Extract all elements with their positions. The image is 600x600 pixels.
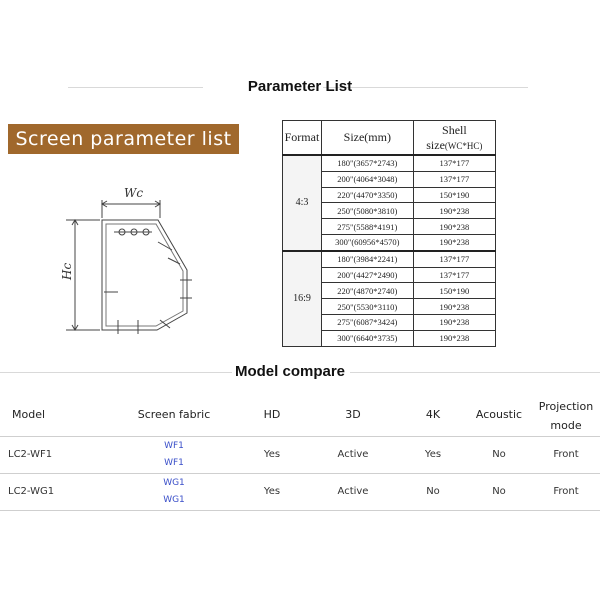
- shell-cell: 190*238: [413, 314, 495, 330]
- shell-size-unit: (WC*HC): [444, 140, 483, 151]
- shell-cell: 137*177: [413, 155, 495, 171]
- 4k-header: 4K: [425, 408, 441, 421]
- size-cell: 200"(4064*3048): [321, 171, 413, 187]
- format-cell: 16:9: [283, 251, 322, 346]
- table-divider: [0, 510, 600, 511]
- parameter-table-body: [283, 155, 496, 346]
- shell-size-label: Shell size: [426, 122, 467, 152]
- size-cell: 180"(3984*2241): [321, 251, 413, 267]
- parameter-list-title: Parameter List: [247, 78, 353, 95]
- size-cell: 180"(3657*2743): [321, 155, 413, 171]
- 3d-cell: Active: [337, 449, 369, 460]
- size-cell: 220"(4870*2740): [321, 283, 413, 299]
- table-row: [283, 251, 496, 267]
- size-cell: 200"(4427*2490): [321, 267, 413, 283]
- fabric-cell: WG1: [163, 478, 185, 488]
- hd-cell: Yes: [263, 486, 281, 497]
- projection-cell: Front: [553, 449, 579, 460]
- size-cell: 275"(5588*4191): [321, 219, 413, 235]
- acoustic-header: Acoustic: [475, 408, 523, 421]
- shell-cell: 190*238: [413, 203, 495, 219]
- 4k-cell: No: [426, 486, 440, 497]
- size-cell: 300"(60956*4570): [321, 234, 413, 250]
- shell-cell: 190*238: [413, 219, 495, 235]
- shell-cell: 137*177: [413, 251, 495, 267]
- shell-cell: 190*238: [413, 299, 495, 315]
- model-compare-title: Model compare: [234, 363, 346, 380]
- size-header: Size(mm): [321, 121, 413, 156]
- shell-cell: 137*177: [413, 267, 495, 283]
- fabric-cell: WF1: [164, 441, 184, 451]
- size-cell: 250"(5530*3110): [321, 299, 413, 315]
- 3d-cell: Active: [337, 486, 369, 497]
- 4k-cell: Yes: [424, 449, 442, 460]
- model-cell: LC2-WF1: [8, 449, 53, 460]
- hc-label: Hc: [60, 262, 74, 280]
- model-cell: LC2-WG1: [8, 486, 55, 497]
- format-cell: 4:3: [283, 155, 322, 251]
- shell-cell: 190*238: [413, 330, 495, 346]
- table-divider: [0, 473, 600, 474]
- wc-label: Wc: [124, 186, 144, 200]
- size-cell: 220"(4470*3350): [321, 187, 413, 203]
- table-row: [283, 155, 496, 171]
- shell-size-header: [413, 121, 495, 156]
- shell-cell: 150*190: [413, 187, 495, 203]
- shell-cell: 137*177: [413, 171, 495, 187]
- table-divider: [0, 436, 600, 437]
- shell-cell: 190*238: [413, 234, 495, 250]
- size-cell: 275"(6087*3424): [321, 314, 413, 330]
- projection-header-line2: mode: [550, 419, 582, 432]
- acoustic-cell: No: [492, 449, 506, 460]
- projection-cell: Front: [553, 486, 579, 497]
- size-cell: 250"(5080*3810): [321, 203, 413, 219]
- parameter-table: [282, 120, 496, 347]
- acoustic-cell: No: [492, 486, 506, 497]
- shell-cell: 150*190: [413, 283, 495, 299]
- projection-header-line1: Projection: [538, 400, 594, 413]
- fabric-cell: WG1: [163, 495, 185, 505]
- format-header: Format: [283, 121, 322, 156]
- screen-parameter-banner: Screen parameter list: [8, 124, 239, 154]
- fabric-cell: WF1: [164, 458, 184, 468]
- size-cell: 300"(6640*3735): [321, 330, 413, 346]
- hd-cell: Yes: [263, 449, 281, 460]
- model-header: Model: [12, 408, 46, 421]
- frame-profile-diagram: [60, 180, 260, 350]
- fabric-header: Screen fabric: [137, 408, 211, 421]
- hd-header: HD: [263, 408, 281, 421]
- 3d-header: 3D: [345, 408, 361, 421]
